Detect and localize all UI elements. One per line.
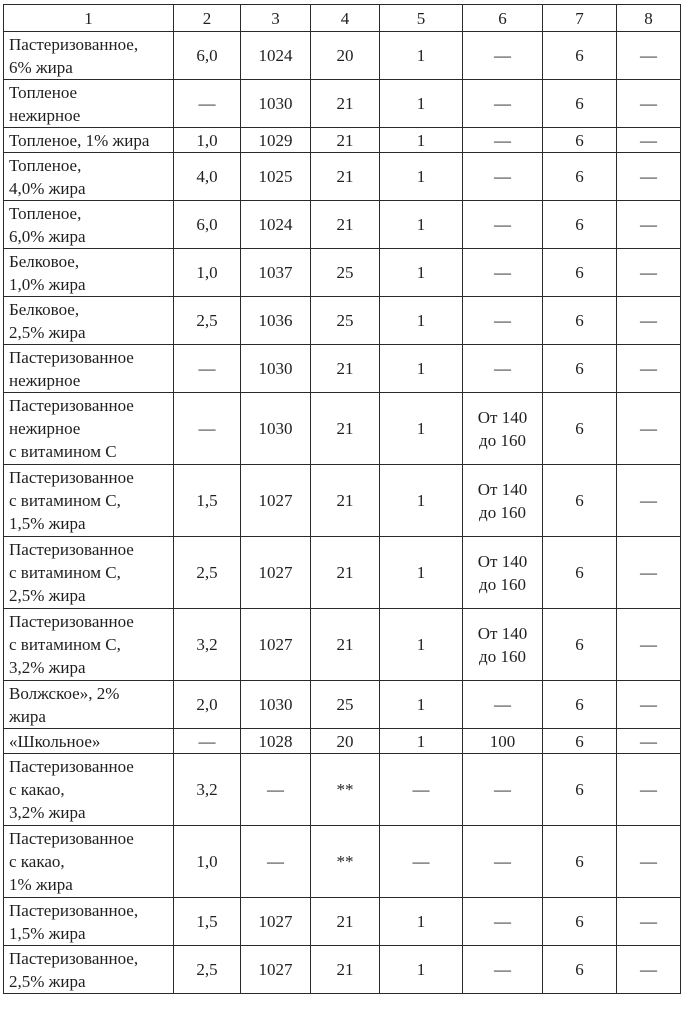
vitamin-c-line: 100 bbox=[489, 731, 516, 751]
product-name-line: Топленое, bbox=[9, 155, 82, 175]
product-name-line: с витамином С, bbox=[9, 635, 121, 654]
value-cell: 21 bbox=[311, 153, 380, 201]
vitamin-c-line: От 140 bbox=[477, 551, 528, 571]
value-cell: 1029 bbox=[241, 128, 311, 153]
product-name-line: нежирное bbox=[9, 419, 81, 438]
value-cell: — bbox=[617, 681, 681, 729]
product-name-line: Пастеризованное, bbox=[9, 900, 139, 920]
vitamin-c-cell bbox=[463, 249, 543, 297]
value-cell: — bbox=[617, 249, 681, 297]
vitamin-c-cell bbox=[463, 393, 543, 465]
value-cell: 1030 bbox=[241, 80, 311, 128]
value-cell: — bbox=[241, 826, 311, 898]
value-cell: 1,0 bbox=[174, 249, 241, 297]
value-cell: 6 bbox=[543, 32, 617, 80]
product-name-line: с какао, bbox=[9, 780, 65, 799]
table-row bbox=[4, 249, 681, 297]
vitamin-c-line: до 160 bbox=[479, 502, 526, 522]
vitamin-c-line: — bbox=[494, 960, 511, 979]
value-cell: — bbox=[617, 80, 681, 128]
value-cell: 6 bbox=[543, 297, 617, 345]
value-cell: 1 bbox=[380, 345, 463, 393]
product-name-line: 6,0% жира bbox=[9, 226, 86, 246]
vitamin-c-cell bbox=[463, 465, 543, 537]
value-cell: 1 bbox=[380, 201, 463, 249]
product-name-line: Пастеризованное bbox=[9, 540, 134, 559]
value-cell: 1 bbox=[380, 946, 463, 994]
vitamin-c-line: до 160 bbox=[479, 430, 526, 450]
value-cell: 1 bbox=[380, 32, 463, 80]
value-cell: 1 bbox=[380, 153, 463, 201]
value-cell: 6 bbox=[543, 465, 617, 537]
value-cell: 1 bbox=[380, 465, 463, 537]
product-name-line: Белковое, bbox=[9, 299, 80, 319]
product-name-line: 2,5% жира bbox=[9, 971, 86, 991]
value-cell: 6 bbox=[543, 898, 617, 946]
value-cell: — bbox=[617, 609, 681, 681]
product-name-line: Топленое, 1% жира bbox=[9, 130, 150, 150]
value-cell: — bbox=[617, 297, 681, 345]
value-cell: 1 bbox=[380, 128, 463, 153]
product-name-line: Пастеризованное, bbox=[9, 948, 139, 968]
value-cell: 6 bbox=[543, 80, 617, 128]
product-name-cell bbox=[4, 345, 174, 393]
value-cell: 6 bbox=[543, 609, 617, 681]
product-name-cell bbox=[4, 393, 174, 465]
product-name-cell bbox=[4, 128, 174, 153]
value-cell: 6,0 bbox=[174, 32, 241, 80]
product-name-line: 4,0% жира bbox=[9, 178, 86, 198]
product-name-line: с витамином С, bbox=[9, 563, 121, 582]
product-name-line: нежирное bbox=[9, 370, 81, 390]
product-name-line: Топленое bbox=[9, 82, 78, 102]
value-cell: 1024 bbox=[241, 201, 311, 249]
value-cell: — bbox=[241, 754, 311, 826]
header-row bbox=[4, 5, 681, 32]
value-cell: 6 bbox=[543, 681, 617, 729]
column-header: 8 bbox=[617, 5, 681, 32]
value-cell: — bbox=[617, 393, 681, 465]
product-name-line: 1,5% жира bbox=[9, 923, 86, 943]
value-cell: 1037 bbox=[241, 249, 311, 297]
product-name-line: Пастеризованное bbox=[9, 396, 134, 415]
value-cell: 3,2 bbox=[174, 609, 241, 681]
vitamin-c-line: — bbox=[494, 46, 511, 65]
table-row bbox=[4, 153, 681, 201]
product-name-cell bbox=[4, 249, 174, 297]
value-cell: 1027 bbox=[241, 946, 311, 994]
milk-properties-table bbox=[3, 4, 681, 994]
column-header: 3 bbox=[241, 5, 311, 32]
product-name-line: «Школьное» bbox=[9, 731, 101, 751]
vitamin-c-cell bbox=[463, 345, 543, 393]
value-cell: — bbox=[617, 153, 681, 201]
product-name-line: Пастеризованное, bbox=[9, 34, 139, 54]
product-name-cell bbox=[4, 609, 174, 681]
value-cell: — bbox=[617, 345, 681, 393]
product-name-cell bbox=[4, 898, 174, 946]
value-cell: 1 bbox=[380, 898, 463, 946]
vitamin-c-cell bbox=[463, 32, 543, 80]
value-cell: 21 bbox=[311, 465, 380, 537]
vitamin-c-line: От 140 bbox=[477, 479, 528, 499]
value-cell: 6 bbox=[543, 946, 617, 994]
vitamin-c-cell bbox=[463, 128, 543, 153]
product-name-line: Пастеризованное bbox=[9, 347, 134, 367]
vitamin-c-line: — bbox=[494, 852, 511, 871]
value-cell: 6 bbox=[543, 249, 617, 297]
vitamin-c-cell bbox=[463, 153, 543, 201]
table-row bbox=[4, 465, 681, 537]
value-cell: 1,5 bbox=[174, 898, 241, 946]
document-page bbox=[3, 4, 681, 994]
vitamin-c-line: — bbox=[494, 695, 511, 714]
table-row bbox=[4, 681, 681, 729]
value-cell: — bbox=[617, 537, 681, 609]
vitamin-c-line: — bbox=[494, 130, 511, 150]
product-name-line: Пастеризованное bbox=[9, 468, 134, 487]
value-cell: 6 bbox=[543, 754, 617, 826]
table-row bbox=[4, 128, 681, 153]
table-row bbox=[4, 826, 681, 898]
value-cell: 6 bbox=[543, 393, 617, 465]
vitamin-c-cell bbox=[463, 201, 543, 249]
value-cell: 6 bbox=[543, 345, 617, 393]
value-cell: 20 bbox=[311, 32, 380, 80]
value-cell: 25 bbox=[311, 681, 380, 729]
vitamin-c-cell bbox=[463, 754, 543, 826]
vitamin-c-cell bbox=[463, 946, 543, 994]
value-cell: 6 bbox=[543, 128, 617, 153]
vitamin-c-line: до 160 bbox=[479, 646, 526, 666]
value-cell: — bbox=[174, 393, 241, 465]
product-name-line: Топленое, bbox=[9, 203, 82, 223]
value-cell: 4,0 bbox=[174, 153, 241, 201]
value-cell: — bbox=[174, 729, 241, 754]
product-name-cell bbox=[4, 946, 174, 994]
value-cell: 1027 bbox=[241, 609, 311, 681]
value-cell: ** bbox=[311, 826, 380, 898]
table-row bbox=[4, 729, 681, 754]
value-cell: 21 bbox=[311, 393, 380, 465]
product-name-cell bbox=[4, 201, 174, 249]
value-cell: 6 bbox=[543, 729, 617, 754]
table-row bbox=[4, 393, 681, 465]
value-cell: 6 bbox=[543, 153, 617, 201]
value-cell: 2,5 bbox=[174, 297, 241, 345]
product-name-cell bbox=[4, 297, 174, 345]
table-row bbox=[4, 80, 681, 128]
product-name-line: Пастеризованное bbox=[9, 829, 134, 848]
value-cell: — bbox=[617, 32, 681, 80]
value-cell: 1030 bbox=[241, 681, 311, 729]
vitamin-c-line: — bbox=[494, 359, 511, 378]
product-name-cell bbox=[4, 826, 174, 898]
value-cell: 25 bbox=[311, 297, 380, 345]
vitamin-c-line: — bbox=[494, 167, 511, 186]
value-cell: 1 bbox=[380, 249, 463, 297]
table-row bbox=[4, 609, 681, 681]
vitamin-c-cell bbox=[463, 297, 543, 345]
value-cell: — bbox=[617, 729, 681, 754]
value-cell: 1 bbox=[380, 393, 463, 465]
value-cell: 1028 bbox=[241, 729, 311, 754]
product-name-cell bbox=[4, 681, 174, 729]
value-cell: 3,2 bbox=[174, 754, 241, 826]
product-name-line: нежирное bbox=[9, 105, 81, 125]
value-cell: 21 bbox=[311, 201, 380, 249]
product-name-line: 1% жира bbox=[9, 875, 73, 894]
vitamin-c-cell bbox=[463, 609, 543, 681]
value-cell: — bbox=[617, 201, 681, 249]
value-cell: 21 bbox=[311, 128, 380, 153]
vitamin-c-line: — bbox=[494, 912, 511, 931]
table-row bbox=[4, 297, 681, 345]
value-cell: 1,5 bbox=[174, 465, 241, 537]
value-cell: 1 bbox=[380, 80, 463, 128]
value-cell: — bbox=[617, 128, 681, 153]
value-cell: 1027 bbox=[241, 465, 311, 537]
product-name-line: Белковое, bbox=[9, 251, 80, 271]
vitamin-c-line: — bbox=[494, 263, 511, 282]
value-cell: 1 bbox=[380, 681, 463, 729]
vitamin-c-line: — bbox=[494, 311, 511, 330]
vitamin-c-cell bbox=[463, 826, 543, 898]
vitamin-c-line: — bbox=[494, 94, 511, 113]
product-name-line: Пастеризованное bbox=[9, 757, 134, 776]
value-cell: 6,0 bbox=[174, 201, 241, 249]
value-cell: — bbox=[174, 80, 241, 128]
value-cell: — bbox=[380, 754, 463, 826]
value-cell: — bbox=[617, 946, 681, 994]
product-name-cell bbox=[4, 754, 174, 826]
product-name-line: 1,0% жира bbox=[9, 274, 86, 294]
column-header: 6 bbox=[463, 5, 543, 32]
value-cell: 21 bbox=[311, 609, 380, 681]
product-name-line: с какао, bbox=[9, 852, 65, 871]
value-cell: 1 bbox=[380, 297, 463, 345]
product-name-line: Волжское», 2% bbox=[9, 683, 120, 703]
product-name-line: 3,2% жира bbox=[9, 803, 86, 822]
table-row bbox=[4, 345, 681, 393]
value-cell: 21 bbox=[311, 345, 380, 393]
product-name-cell bbox=[4, 729, 174, 754]
vitamin-c-cell bbox=[463, 729, 543, 754]
value-cell: 1027 bbox=[241, 537, 311, 609]
value-cell: 2,0 bbox=[174, 681, 241, 729]
table-row bbox=[4, 946, 681, 994]
product-name-line: Пастеризованное bbox=[9, 612, 134, 631]
vitamin-c-cell bbox=[463, 898, 543, 946]
value-cell: — bbox=[174, 345, 241, 393]
value-cell: 1,0 bbox=[174, 128, 241, 153]
value-cell: 1036 bbox=[241, 297, 311, 345]
table-row bbox=[4, 201, 681, 249]
product-name-cell bbox=[4, 32, 174, 80]
value-cell: 1 bbox=[380, 729, 463, 754]
value-cell: 1 bbox=[380, 609, 463, 681]
value-cell: — bbox=[617, 754, 681, 826]
value-cell: — bbox=[617, 826, 681, 898]
column-header: 7 bbox=[543, 5, 617, 32]
value-cell: 1,0 bbox=[174, 826, 241, 898]
column-header: 5 bbox=[380, 5, 463, 32]
column-header: 2 bbox=[174, 5, 241, 32]
value-cell: 21 bbox=[311, 537, 380, 609]
table-row bbox=[4, 537, 681, 609]
value-cell: — bbox=[380, 826, 463, 898]
product-name-line: с витамином С, bbox=[9, 491, 121, 510]
value-cell: 1030 bbox=[241, 393, 311, 465]
product-name-line: 6% жира bbox=[9, 57, 73, 77]
product-name-line: 2,5% жира bbox=[9, 586, 86, 605]
value-cell: ** bbox=[311, 754, 380, 826]
value-cell: 1024 bbox=[241, 32, 311, 80]
product-name-line: с витамином С bbox=[9, 442, 117, 461]
product-name-line: 1,5% жира bbox=[9, 514, 86, 533]
vitamin-c-line: — bbox=[494, 780, 511, 799]
table-row bbox=[4, 754, 681, 826]
product-name-line: 2,5% жира bbox=[9, 322, 86, 342]
column-header: 4 bbox=[311, 5, 380, 32]
value-cell: 21 bbox=[311, 80, 380, 128]
vitamin-c-line: От 140 bbox=[477, 623, 528, 643]
value-cell: 1025 bbox=[241, 153, 311, 201]
table-row bbox=[4, 898, 681, 946]
value-cell: — bbox=[617, 465, 681, 537]
vitamin-c-cell bbox=[463, 537, 543, 609]
value-cell: 20 bbox=[311, 729, 380, 754]
value-cell: 6 bbox=[543, 826, 617, 898]
product-name-line: жира bbox=[9, 706, 46, 726]
value-cell: 6 bbox=[543, 537, 617, 609]
value-cell: 1030 bbox=[241, 345, 311, 393]
value-cell: 6 bbox=[543, 201, 617, 249]
value-cell: 2,5 bbox=[174, 537, 241, 609]
vitamin-c-line: — bbox=[494, 215, 511, 234]
value-cell: — bbox=[617, 898, 681, 946]
table-row bbox=[4, 32, 681, 80]
value-cell: 1027 bbox=[241, 898, 311, 946]
vitamin-c-line: От 140 bbox=[477, 407, 528, 427]
value-cell: 25 bbox=[311, 249, 380, 297]
vitamin-c-cell bbox=[463, 681, 543, 729]
product-name-cell bbox=[4, 465, 174, 537]
value-cell: 21 bbox=[311, 898, 380, 946]
product-name-line: 3,2% жира bbox=[9, 658, 86, 677]
value-cell: 1 bbox=[380, 537, 463, 609]
product-name-cell bbox=[4, 153, 174, 201]
value-cell: 21 bbox=[311, 946, 380, 994]
vitamin-c-cell bbox=[463, 80, 543, 128]
value-cell: 2,5 bbox=[174, 946, 241, 994]
vitamin-c-line: до 160 bbox=[479, 574, 526, 594]
product-name-cell bbox=[4, 80, 174, 128]
product-name-cell bbox=[4, 537, 174, 609]
column-header: 1 bbox=[4, 5, 174, 32]
